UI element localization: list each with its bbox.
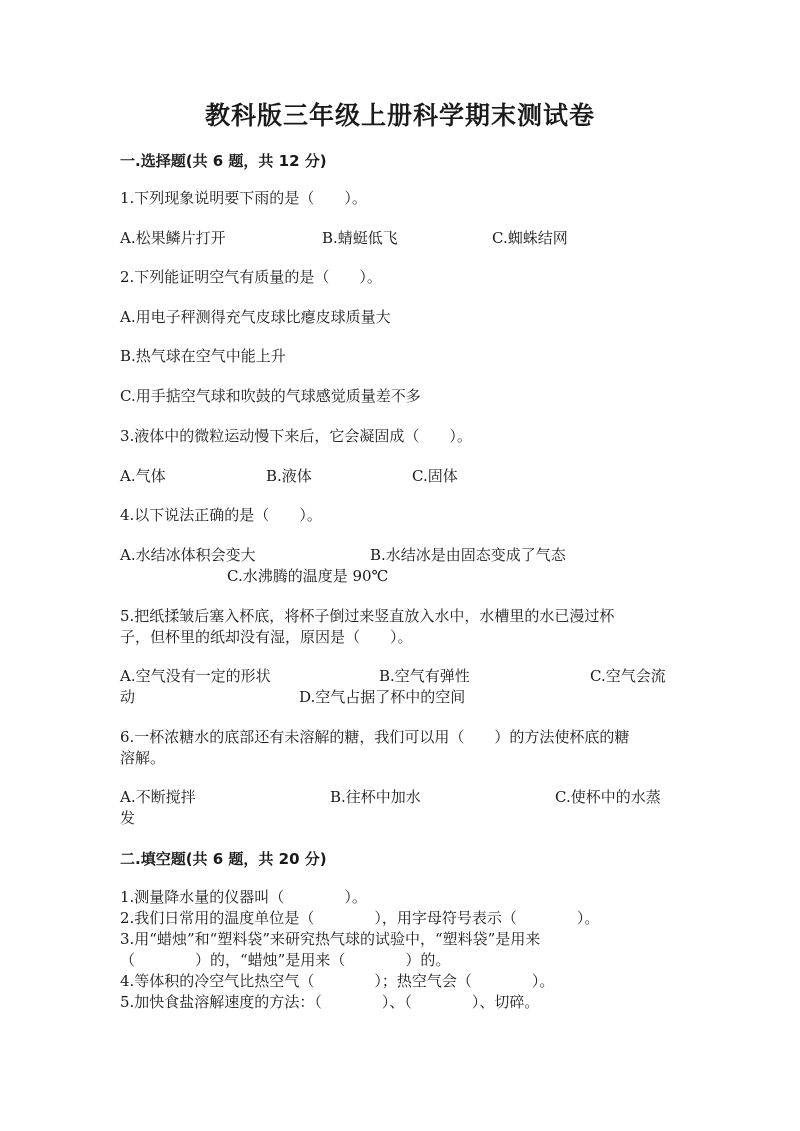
question-stem-line-2: 子，但杯里的纸却没有湿，原因是（ ）。 xyxy=(120,628,413,646)
option-b: B.热气球在空气中能上升 xyxy=(120,347,286,365)
fill-line: 3.用“蜡烛”和“塑料袋”来研究热气球的试验中，“塑料袋”是用来 xyxy=(120,930,541,948)
option-c: C.使杯中的水蒸 xyxy=(555,788,661,806)
option-c: C.蜘蛛结网 xyxy=(492,229,568,247)
option-a: A.空气没有一定的形状 xyxy=(120,667,271,685)
question-stem-line-1: 5.把纸揉皱后塞入杯底，将杯子倒过来竖直放入水中，水槽里的水已漫过杯 xyxy=(120,607,615,625)
fill-line: 2.我们日常用的温度单位是（ ），用字母符号表示（ ）。 xyxy=(120,909,600,927)
question-stem: 2.下列能证明空气有质量的是（ ）。 xyxy=(120,268,382,286)
question-stem-line-2: 溶解。 xyxy=(120,749,166,767)
fill-line: 4.等体积的冷空气比热空气（ ）；热空气会（ ）。 xyxy=(120,972,555,990)
option-a: A.用电子秤测得充气皮球比瘪皮球质量大 xyxy=(120,308,391,326)
option-b: B.液体 xyxy=(266,467,312,485)
option-d: D.空气占据了杯中的空间 xyxy=(299,688,466,706)
question-stem-line-1: 6.一杯浓糖水的底部还有未溶解的糖，我们可以用（ ）的方法使杯底的糖 xyxy=(120,728,630,746)
option-a: A.不断搅拌 xyxy=(120,788,196,806)
option-b: B.蜻蜓低飞 xyxy=(322,229,398,247)
fill-line: （ ）的，“蜡烛”是用来（ ）的。 xyxy=(120,951,451,969)
question-stem: 1.下列现象说明要下雨的是（ ）。 xyxy=(120,189,367,207)
option-c: C.水沸腾的温度是 90℃ xyxy=(227,567,389,585)
question-stem: 4.以下说法正确的是（ ）。 xyxy=(120,506,322,524)
exam-title: 教科版三年级上册科学期末测试卷 xyxy=(204,101,595,130)
option-c: C.空气会流 xyxy=(590,667,666,685)
option-a: A.水结冰体积会变大 xyxy=(120,546,256,564)
option-b: B.水结冰是由固态变成了气态 xyxy=(370,546,566,564)
fill-line: 1.测量降水量的仪器叫（ ）。 xyxy=(120,888,367,906)
option-c-continued: 发 xyxy=(120,809,136,827)
section-heading-choice: 一.选择题(共 6 题，共 12 分) xyxy=(120,152,327,170)
option-a: A.松果鳞片打开 xyxy=(120,229,226,247)
fill-line: 5.加快食盐溶解速度的方法：（ ）、（ ）、切碎。 xyxy=(120,993,540,1011)
option-b: B.往杯中加水 xyxy=(330,788,421,806)
question-stem: 3.液体中的微粒运动慢下来后，它会凝固成（ ）。 xyxy=(120,427,472,445)
option-a: A.气体 xyxy=(120,467,166,485)
option-c: C.固体 xyxy=(412,467,458,485)
option-c: C.用手掂空气球和吹鼓的气球感觉质量差不多 xyxy=(120,387,421,405)
section-heading-fill: 二.填空题(共 6 题，共 20 分) xyxy=(120,850,327,868)
option-b: B.空气有弹性 xyxy=(379,667,470,685)
option-c-continued: 动 xyxy=(120,688,136,706)
